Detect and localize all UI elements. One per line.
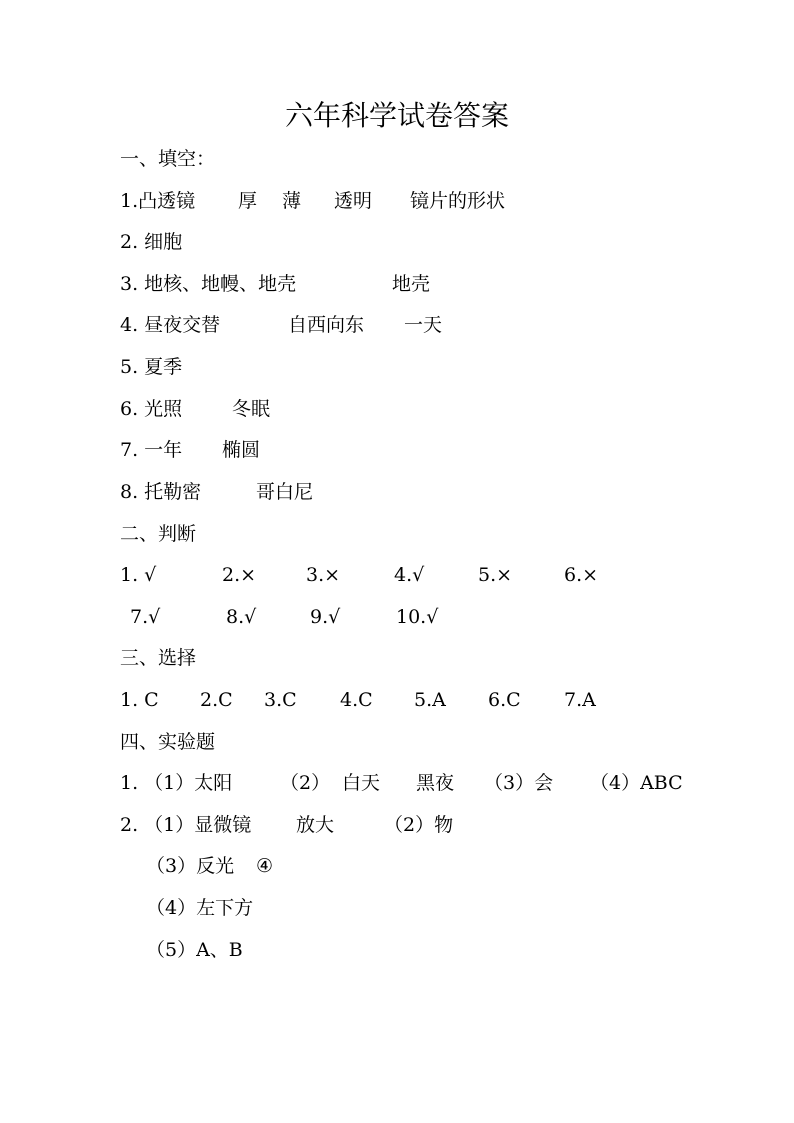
answer-text: 哥白尼	[256, 481, 314, 503]
answer-text: 白天	[342, 772, 381, 794]
section-heading: 四、实验题	[120, 731, 216, 753]
answer-text: 5.A	[414, 689, 446, 711]
answer-text: （4）左下方	[146, 897, 254, 919]
answer-text: 放大	[296, 814, 335, 836]
answer-text: 椭圆	[222, 439, 261, 461]
answer-text: （5）A、B	[146, 939, 243, 961]
answer-text: ④	[256, 855, 274, 877]
answer-text: 4. 昼夜交替	[120, 314, 221, 336]
answer-text: 黑夜	[416, 772, 455, 794]
answer-text: 7.√	[130, 606, 161, 628]
answer-text: 4.√	[394, 564, 425, 586]
answer-text: （2）物	[384, 814, 454, 836]
section-heading: 三、选择	[120, 647, 197, 669]
answer-text: 冬眠	[232, 398, 271, 420]
answer-text: 6. 光照	[120, 398, 183, 420]
answer-text: （3）反光	[146, 855, 235, 877]
answer-text: 2.C	[200, 689, 233, 711]
answer-text: 7. 一年	[120, 439, 183, 461]
answer-text: 5. 夏季	[120, 356, 183, 378]
answer-text: （2）	[280, 772, 331, 794]
answer-text: （4）ABC	[590, 772, 683, 794]
answer-text: 1. （1）太阳	[120, 772, 233, 794]
section-heading: 二、判断	[120, 523, 197, 545]
answer-text: 一天	[404, 314, 443, 336]
answer-text: 10.√	[396, 606, 439, 628]
answer-text: 2. 细胞	[120, 231, 183, 253]
answer-text: 8.√	[226, 606, 257, 628]
answer-text: 8. 托勒密	[120, 481, 202, 503]
answer-text: 透明	[334, 190, 373, 212]
section-heading: 一、填空：	[120, 148, 216, 170]
answer-text: 地壳	[392, 273, 431, 295]
page-title: 六年科学试卷答案	[284, 99, 509, 132]
answer-text: 厚	[238, 190, 258, 212]
answer-text: 1. √	[120, 564, 157, 586]
answer-text: 3.×	[306, 564, 341, 586]
answer-text: 4.C	[340, 689, 373, 711]
answer-text: 5.×	[478, 564, 513, 586]
answer-text: 2. （1）显微镜	[120, 814, 252, 836]
answer-text: 3. 地核、地幔、地壳	[120, 273, 297, 295]
answer-text: 1. C	[120, 689, 159, 711]
answer-text: 7.A	[564, 689, 596, 711]
answer-text: 2.×	[222, 564, 257, 586]
answer-text: 薄	[282, 190, 302, 212]
answer-text: 自西向东	[288, 314, 365, 336]
answer-text: 6.×	[564, 564, 599, 586]
answer-text: 9.√	[310, 606, 341, 628]
answer-text: 3.C	[264, 689, 297, 711]
answer-text: 1.凸透镜	[120, 190, 196, 212]
answer-text: 镜片的形状	[410, 190, 506, 212]
answer-text: （3）会	[484, 772, 554, 794]
answer-text: 6.C	[488, 689, 521, 711]
